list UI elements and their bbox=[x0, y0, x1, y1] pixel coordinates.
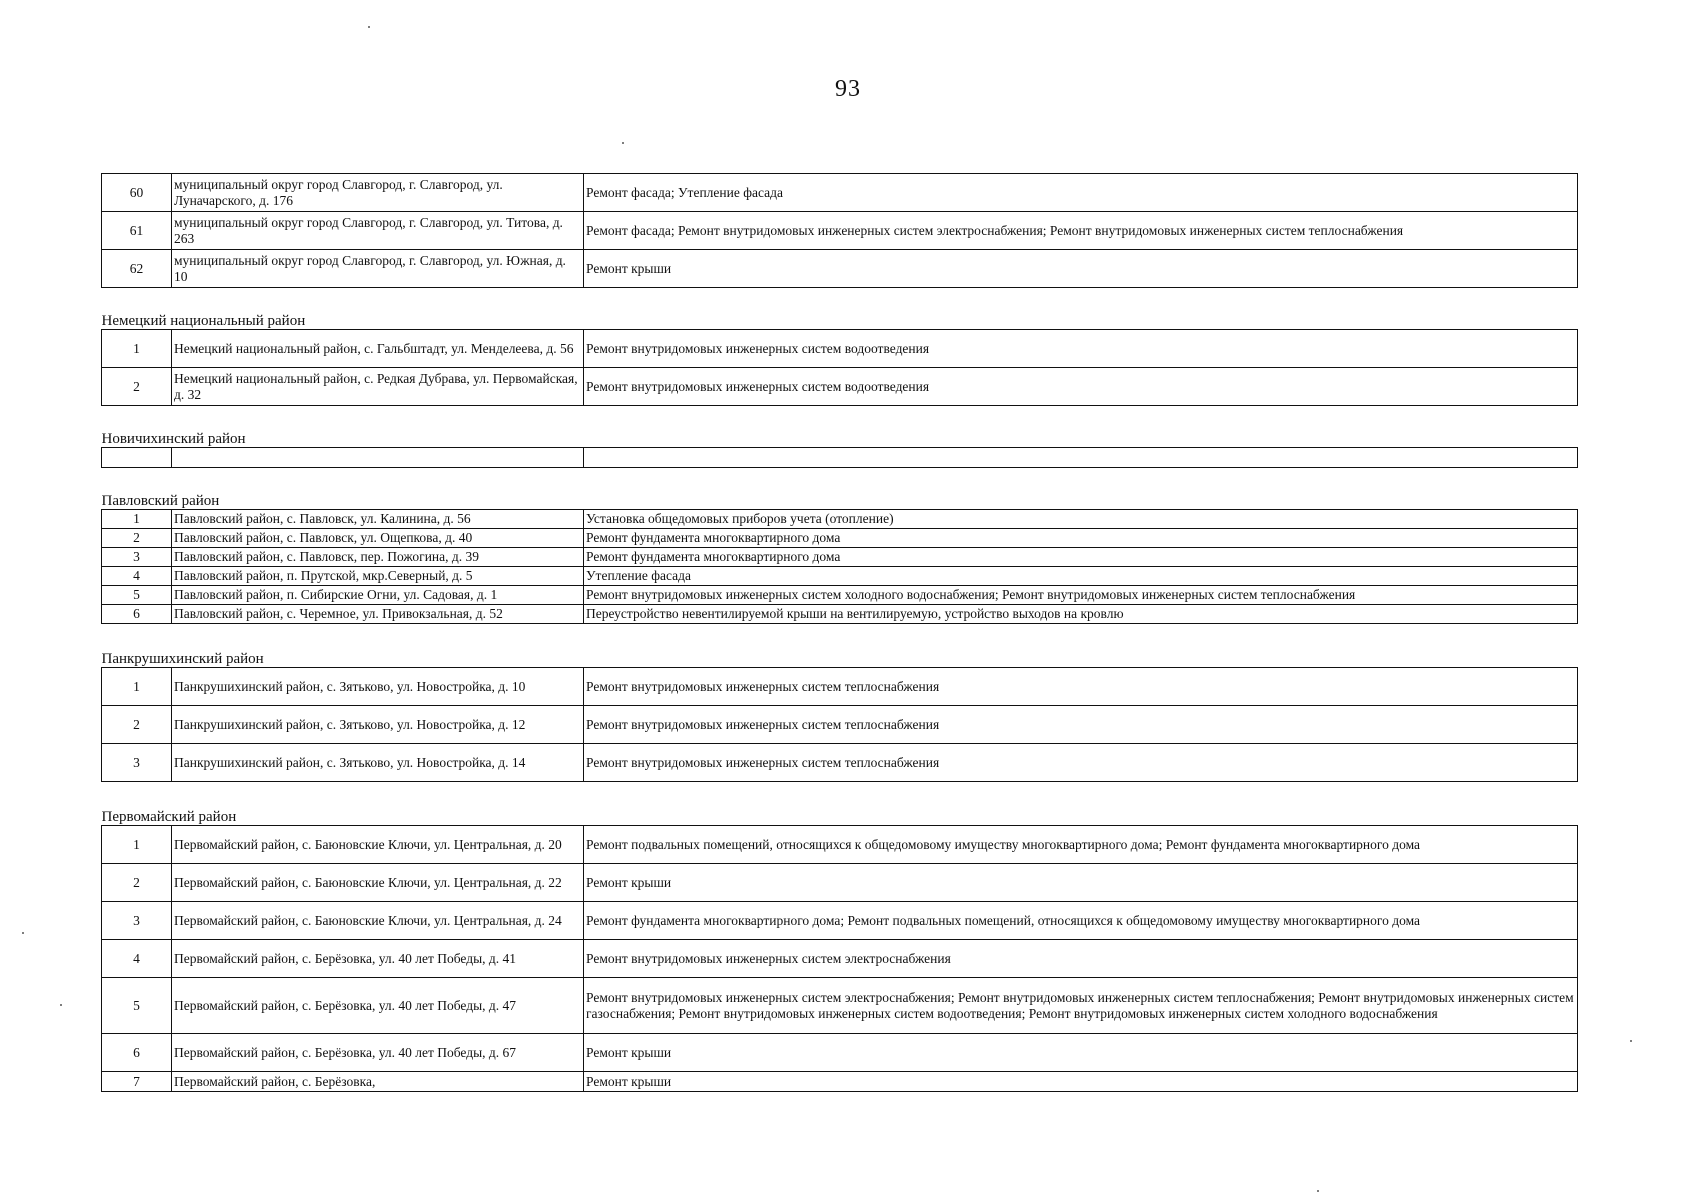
row-work: Переустройство невентилируемой крыши на вентилируемую, устройство выходов на кровлю bbox=[584, 605, 1578, 624]
row-number: 2 bbox=[102, 368, 172, 406]
table-row bbox=[102, 864, 1578, 902]
page-number: 93 bbox=[835, 76, 861, 102]
table-row bbox=[102, 368, 1578, 406]
row-address: Первомайский район, с. Баюновские Ключи, ул. Центральная, д. 22 bbox=[172, 864, 584, 902]
row-address: Немецкий национальный район, с. Гальбштадт, ул. Менделеева, д. 56 bbox=[172, 330, 584, 368]
row-address: Павловский район, с. Черемное, ул. Привокзальная, д. 52 bbox=[172, 605, 584, 624]
row-number: 2 bbox=[102, 706, 172, 744]
section-heading-row bbox=[102, 624, 1578, 668]
scan-speck bbox=[1317, 1190, 1319, 1192]
row-number: 6 bbox=[102, 605, 172, 624]
row-address: Павловский район, с. Павловск, ул. Ощепкова, д. 40 bbox=[172, 529, 584, 548]
table-row bbox=[102, 1072, 1578, 1092]
section-heading: Павловский район bbox=[102, 468, 1578, 510]
table-row bbox=[102, 448, 1578, 468]
row-number: 7 bbox=[102, 1072, 172, 1092]
row-number: 2 bbox=[102, 529, 172, 548]
table-row bbox=[102, 826, 1578, 864]
table-body bbox=[102, 174, 1578, 1092]
table-row bbox=[102, 978, 1578, 1034]
row-work: Ремонт крыши bbox=[584, 1034, 1578, 1072]
row-work: Ремонт внутридомовых инженерных систем водоотведения bbox=[584, 368, 1578, 406]
section-heading: Немецкий национальный район bbox=[102, 288, 1578, 330]
row-work: Ремонт внутридомовых инженерных систем водоотведения bbox=[584, 330, 1578, 368]
row-work: Ремонт внутридомовых инженерных систем электроснабжения; Ремонт внутридомовых инженерных систем теплоснабжения; Ремонт внутридомовых инженерных систем газоснабжения; Ремонт внутридомовых инженерных систем водоотведения; Ремонт внутридомовых инженерных систем холодного водоснабжения bbox=[584, 978, 1578, 1034]
row-address: муниципальный округ город Славгород, г. Славгород, ул. Южная, д. 10 bbox=[172, 250, 584, 288]
row-address: муниципальный округ город Славгород, г. Славгород, ул. Титова, д. 263 bbox=[172, 212, 584, 250]
row-number: 4 bbox=[102, 940, 172, 978]
row-work: Ремонт крыши bbox=[584, 1072, 1578, 1092]
table-row bbox=[102, 940, 1578, 978]
row-work: Ремонт фасада; Утепление фасада bbox=[584, 174, 1578, 212]
row-number: 3 bbox=[102, 548, 172, 567]
row-number: 1 bbox=[102, 826, 172, 864]
row-address: Павловский район, п. Прутской, мкр.Северный, д. 5 bbox=[172, 567, 584, 586]
row-number: 61 bbox=[102, 212, 172, 250]
table-row bbox=[102, 605, 1578, 624]
row-address: Первомайский район, с. Берёзовка, ул. 40 лет Победы, д. 41 bbox=[172, 940, 584, 978]
section-heading-row bbox=[102, 406, 1578, 448]
table-row bbox=[102, 529, 1578, 548]
row-number: 5 bbox=[102, 586, 172, 605]
row-work: Ремонт фундамента многоквартирного дома bbox=[584, 529, 1578, 548]
row-address: Немецкий национальный район, с. Редкая Дубрава, ул. Первомайская, д. 32 bbox=[172, 368, 584, 406]
row-work: Ремонт крыши bbox=[584, 864, 1578, 902]
table-row bbox=[102, 706, 1578, 744]
row-address: Первомайский район, с. Баюновские Ключи, ул. Центральная, д. 20 bbox=[172, 826, 584, 864]
table-row bbox=[102, 510, 1578, 529]
row-work: Утепление фасада bbox=[584, 567, 1578, 586]
row-work: Ремонт внутридомовых инженерных систем теплоснабжения bbox=[584, 744, 1578, 782]
row-number: 60 bbox=[102, 174, 172, 212]
row-number: 62 bbox=[102, 250, 172, 288]
row-address bbox=[172, 448, 584, 468]
scan-speck bbox=[1630, 1040, 1632, 1042]
row-number: 4 bbox=[102, 567, 172, 586]
table-row bbox=[102, 567, 1578, 586]
table-row bbox=[102, 586, 1578, 605]
row-address: Первомайский район, с. Баюновские Ключи, ул. Центральная, д. 24 bbox=[172, 902, 584, 940]
table-row bbox=[102, 668, 1578, 706]
row-work: Ремонт подвальных помещений, относящихся к общедомовому имуществу многоквартирного дома; Ремонт фундамента многоквартирного дома bbox=[584, 826, 1578, 864]
row-address: Первомайский район, с. Берёзовка, bbox=[172, 1072, 584, 1092]
row-number: 3 bbox=[102, 744, 172, 782]
address-table bbox=[101, 173, 1578, 1092]
row-work bbox=[584, 448, 1578, 468]
section-heading: Первомайский район bbox=[102, 782, 1578, 826]
section-heading-row bbox=[102, 288, 1578, 330]
table-row bbox=[102, 330, 1578, 368]
row-work: Ремонт крыши bbox=[584, 250, 1578, 288]
row-number: 3 bbox=[102, 902, 172, 940]
table-row bbox=[102, 1034, 1578, 1072]
table-row bbox=[102, 548, 1578, 567]
scan-speck bbox=[60, 1004, 62, 1006]
row-number: 1 bbox=[102, 510, 172, 529]
row-number: 6 bbox=[102, 1034, 172, 1072]
row-address: Первомайский район, с. Берёзовка, ул. 40 лет Победы, д. 67 bbox=[172, 1034, 584, 1072]
row-address: Павловский район, с. Павловск, пер. Пожогина, д. 39 bbox=[172, 548, 584, 567]
row-number: 1 bbox=[102, 330, 172, 368]
table-row bbox=[102, 212, 1578, 250]
row-number: 1 bbox=[102, 668, 172, 706]
table-row bbox=[102, 744, 1578, 782]
table-row bbox=[102, 174, 1578, 212]
section-heading-row bbox=[102, 468, 1578, 510]
section-heading: Новичихинский район bbox=[102, 406, 1578, 448]
scan-speck bbox=[622, 142, 624, 144]
row-number bbox=[102, 448, 172, 468]
section-heading: Панкрушихинский район bbox=[102, 624, 1578, 668]
row-work: Ремонт внутридомовых инженерных систем холодного водоснабжения; Ремонт внутридомовых инженерных систем теплоснабжения bbox=[584, 586, 1578, 605]
row-work: Ремонт внутридомовых инженерных систем электроснабжения bbox=[584, 940, 1578, 978]
row-address: Панкрушихинский район, с. Зятьково, ул. Новостройка, д. 14 bbox=[172, 744, 584, 782]
section-heading-row bbox=[102, 782, 1578, 826]
row-work: Ремонт фундамента многоквартирного дома; Ремонт подвальных помещений, относящихся к общедомовому имуществу многоквартирного дома bbox=[584, 902, 1578, 940]
row-address: муниципальный округ город Славгород, г. Славгород, ул. Луначарского, д. 176 bbox=[172, 174, 584, 212]
row-work: Установка общедомовых приборов учета (отопление) bbox=[584, 510, 1578, 529]
row-address: Первомайский район, с. Берёзовка, ул. 40 лет Победы, д. 47 bbox=[172, 978, 584, 1034]
scan-speck bbox=[368, 26, 370, 28]
scan-speck bbox=[22, 932, 24, 934]
row-address: Панкрушихинский район, с. Зятьково, ул. Новостройка, д. 10 bbox=[172, 668, 584, 706]
row-work: Ремонт фасада; Ремонт внутридомовых инженерных систем электроснабжения; Ремонт внутридомовых инженерных систем теплоснабжения bbox=[584, 212, 1578, 250]
table-row bbox=[102, 902, 1578, 940]
row-number: 5 bbox=[102, 978, 172, 1034]
row-address: Панкрушихинский район, с. Зятьково, ул. Новостройка, д. 12 bbox=[172, 706, 584, 744]
row-work: Ремонт внутридомовых инженерных систем теплоснабжения bbox=[584, 668, 1578, 706]
row-address: Павловский район, п. Сибирские Огни, ул. Садовая, д. 1 bbox=[172, 586, 584, 605]
table-row bbox=[102, 250, 1578, 288]
row-address: Павловский район, с. Павловск, ул. Калинина, д. 56 bbox=[172, 510, 584, 529]
row-work: Ремонт фундамента многоквартирного дома bbox=[584, 548, 1578, 567]
row-number: 2 bbox=[102, 864, 172, 902]
row-work: Ремонт внутридомовых инженерных систем теплоснабжения bbox=[584, 706, 1578, 744]
